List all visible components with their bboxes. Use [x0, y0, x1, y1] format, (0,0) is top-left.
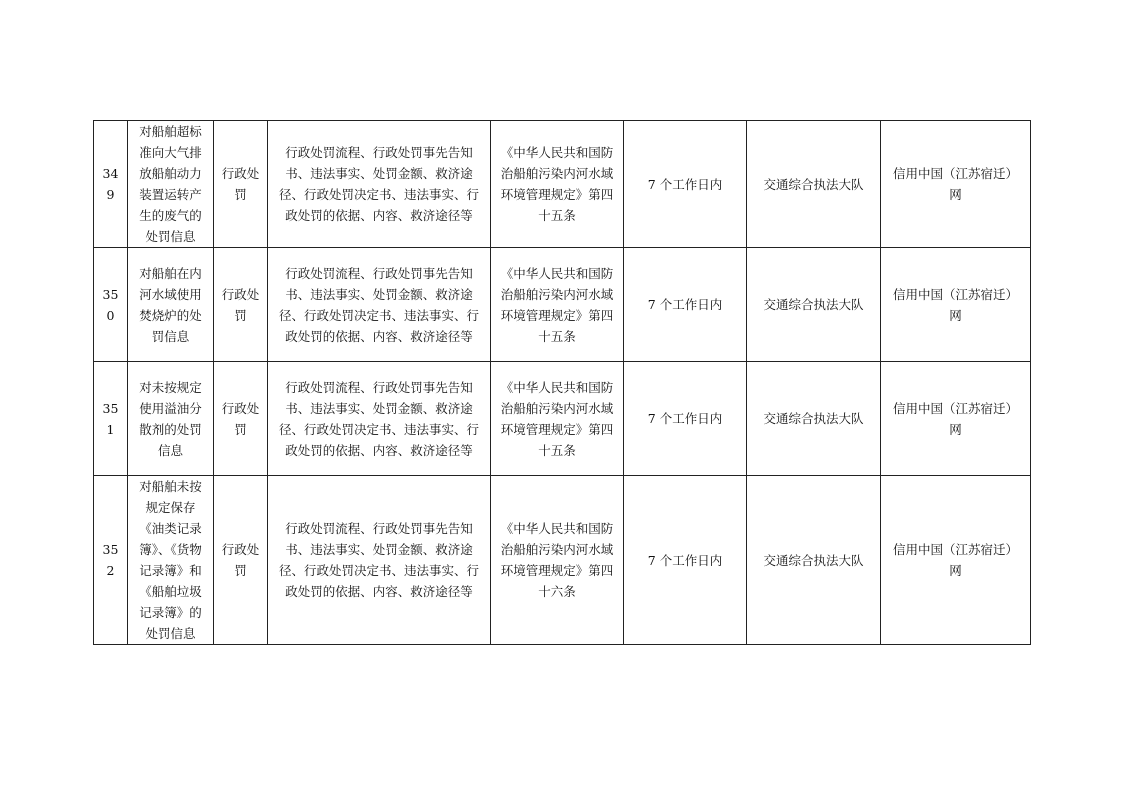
time-limit: 7 个工作日内	[624, 121, 747, 248]
disclosure-item: 对船舶超标准向大气排放船舶动力装置运转产生的废气的处罚信息	[128, 121, 214, 248]
row-number: 351	[94, 362, 128, 476]
table-row	[94, 362, 1031, 476]
time-limit: 7 个工作日内	[624, 362, 747, 476]
table-row	[94, 476, 1031, 645]
responsible-body: 交通综合执法大队	[747, 121, 881, 248]
disclosure-category: 行政处罚	[214, 121, 268, 248]
disclosure-content: 行政处罚流程、行政处罚事先告知书、违法事实、处罚金额、救济途径、行政处罚决定书、违法事实、行政处罚的依据、内容、救济途径等	[268, 476, 491, 645]
publication-channel: 信用中国（江苏宿迁）网	[881, 476, 1031, 645]
disclosure-item: 对未按规定使用溢油分散剂的处罚信息	[128, 362, 214, 476]
disclosure-item: 对船舶在内河水域使用焚烧炉的处罚信息	[128, 248, 214, 362]
row-number: 352	[94, 476, 128, 645]
disclosure-category: 行政处罚	[214, 362, 268, 476]
time-limit: 7 个工作日内	[624, 476, 747, 645]
time-limit: 7 个工作日内	[624, 248, 747, 362]
responsible-body: 交通综合执法大队	[747, 248, 881, 362]
disclosure-item: 对船舶未按规定保存《油类记录簿》、《货物记录簿》和《船舶垃圾记录簿》的处罚信息	[128, 476, 214, 645]
disclosure-category: 行政处罚	[214, 248, 268, 362]
row-number: 349	[94, 121, 128, 248]
responsible-body: 交通综合执法大队	[747, 362, 881, 476]
publication-channel: 信用中国（江苏宿迁）网	[881, 121, 1031, 248]
legal-basis: 《中华人民共和国防治船舶污染内河水域环境管理规定》第四十六条	[491, 476, 624, 645]
disclosure-content: 行政处罚流程、行政处罚事先告知书、违法事实、处罚金额、救济途径、行政处罚决定书、违法事实、行政处罚的依据、内容、救济途径等	[268, 248, 491, 362]
table-row	[94, 121, 1031, 248]
responsible-body: 交通综合执法大队	[747, 476, 881, 645]
legal-basis: 《中华人民共和国防治船舶污染内河水域环境管理规定》第四十五条	[491, 362, 624, 476]
table-row	[94, 248, 1031, 362]
disclosure-category: 行政处罚	[214, 476, 268, 645]
disclosure-content: 行政处罚流程、行政处罚事先告知书、违法事实、处罚金额、救济途径、行政处罚决定书、违法事实、行政处罚的依据、内容、救济途径等	[268, 362, 491, 476]
disclosure-table	[93, 120, 1031, 645]
legal-basis: 《中华人民共和国防治船舶污染内河水域环境管理规定》第四十五条	[491, 248, 624, 362]
row-number: 350	[94, 248, 128, 362]
publication-channel: 信用中国（江苏宿迁）网	[881, 248, 1031, 362]
disclosure-content: 行政处罚流程、行政处罚事先告知书、违法事实、处罚金额、救济途径、行政处罚决定书、违法事实、行政处罚的依据、内容、救济途径等	[268, 121, 491, 248]
legal-basis: 《中华人民共和国防治船舶污染内河水域环境管理规定》第四十五条	[491, 121, 624, 248]
publication-channel: 信用中国（江苏宿迁）网	[881, 362, 1031, 476]
